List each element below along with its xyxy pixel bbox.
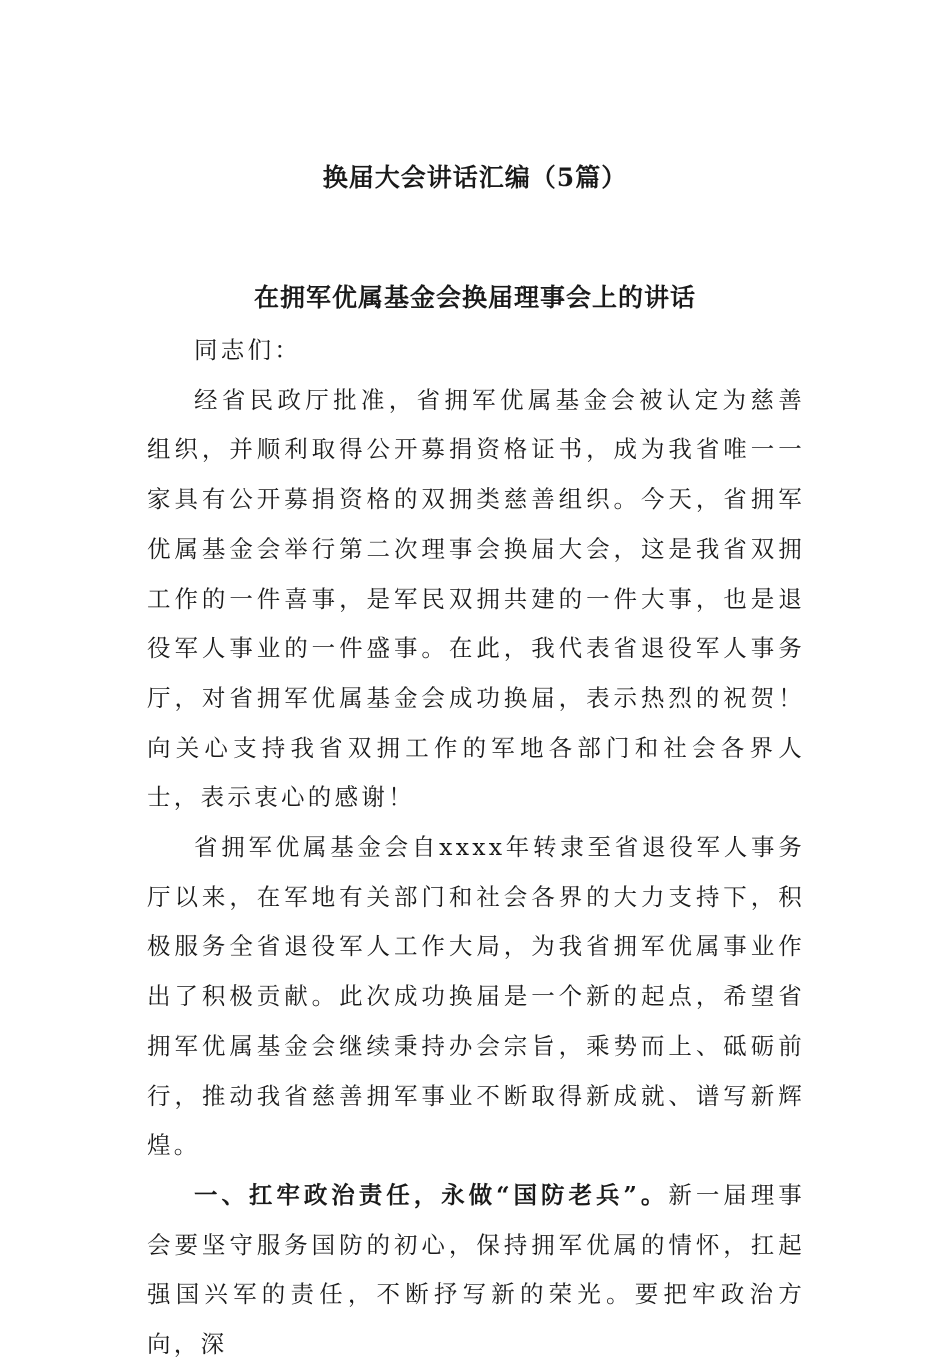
speech-body [147, 326, 805, 1370]
salutation: 同志们： [194, 336, 302, 364]
section-one-heading: 一、扛牢政治责任，永做“国防老兵”。 [194, 1180, 669, 1209]
paragraph-approval: 经省民政厅批准，省拥军优属基金会被认定为慈善组织，并顺利取得公开募捐资格证书，成为我省唯一一家具有公开募捐资格的双拥类慈善组织。今天，省拥军优属基金会举行第二次理事会换届大会，这是我省双拥工作的一件喜事，是军民双拥共建的一件大事，也是退役军人事业的一件盛事。在此，我代表省退役军人事务厅，对省拥军优属基金会成功换届，表示热烈的祝贺！向关心支持我省双拥工作的军地各部门和社会各界人士，表示衷心的感谢！ [147, 385, 805, 812]
speech-title: 在拥军优属基金会换届理事会上的讲话 [253, 283, 696, 312]
paragraph-history: 省拥军优属基金会自xxxx年转隶至省退役军人事务厅以来，在军地有关部门和社会各界的大力支持下，积极服务全省退役军人工作大局，为我省拥军优属事业作出了积极贡献。此次成功换届是一个新的起点，希望省拥军优属基金会继续秉持办会宗旨，乘势而上、砥砺前行，推动我省慈善拥军事业不断取得新成就、谱写新辉煌。 [147, 833, 805, 1160]
collection-title: 换届大会讲话汇编（5篇） [322, 163, 628, 192]
section-one-text: 新一届理事会要坚守服务国防的初心，保持拥军优属的情怀，扛起强国兴军的责任，不断抒写新的荣光。要把牢政治方向，深 [147, 1180, 806, 1359]
paragraph-section-one [147, 1171, 805, 1370]
